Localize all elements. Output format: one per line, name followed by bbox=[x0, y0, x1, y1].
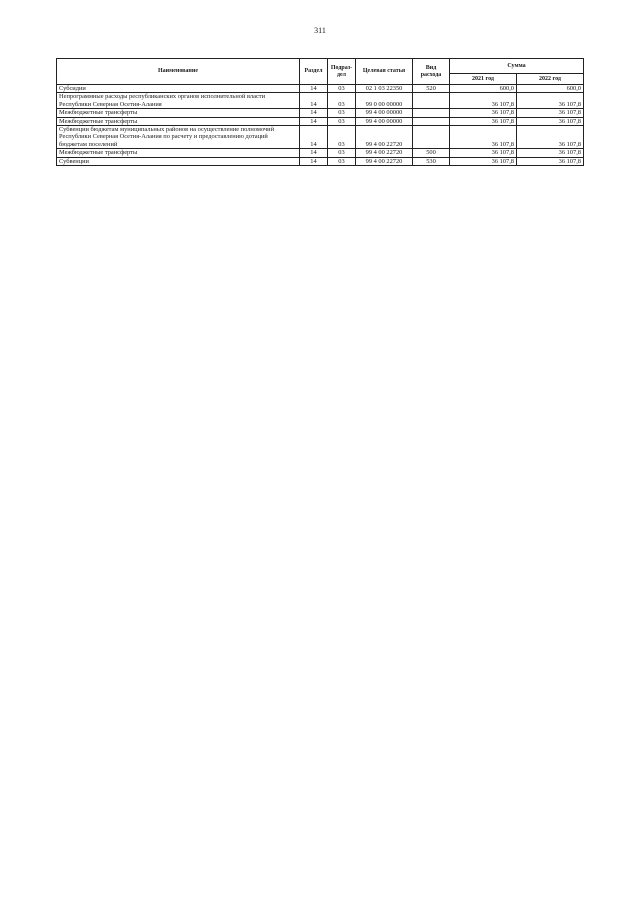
cell-2022: 36 107,8 bbox=[517, 126, 584, 149]
cell-section: 14 bbox=[300, 93, 328, 109]
cell-2021: 36 107,8 bbox=[450, 149, 517, 157]
cell-target: 99 4 00 00000 bbox=[356, 117, 413, 125]
cell-2021: 36 107,8 bbox=[450, 93, 517, 109]
cell-expense-type: 500 bbox=[413, 149, 450, 157]
cell-subsection: 03 bbox=[328, 157, 356, 165]
cell-expense-type bbox=[413, 117, 450, 125]
cell-name: Межбюджетные трансферты bbox=[57, 149, 300, 157]
cell-expense-type: 520 bbox=[413, 85, 450, 93]
cell-name: Субвенции бюджетам муниципальных районов на осуществление полномочий Республики Северная Осетия-Алания по расчету и предоставлению дотаций бюджетам поселений bbox=[57, 126, 300, 149]
cell-target: 99 4 00 00000 bbox=[356, 109, 413, 117]
cell-target: 99 4 00 22720 bbox=[356, 126, 413, 149]
header-year-2022: 2022 год bbox=[517, 74, 584, 85]
cell-2022: 600,0 bbox=[517, 85, 584, 93]
cell-2022: 36 107,8 bbox=[517, 93, 584, 109]
cell-subsection: 03 bbox=[328, 85, 356, 93]
header-section: Раздел bbox=[300, 59, 328, 85]
cell-2022: 36 107,8 bbox=[517, 157, 584, 165]
table-row bbox=[57, 85, 584, 93]
cell-expense-type bbox=[413, 126, 450, 149]
cell-section: 14 bbox=[300, 157, 328, 165]
cell-expense-type: 530 bbox=[413, 157, 450, 165]
cell-2022: 36 107,8 bbox=[517, 117, 584, 125]
cell-name: Субвенции bbox=[57, 157, 300, 165]
cell-expense-type bbox=[413, 93, 450, 109]
cell-subsection: 03 bbox=[328, 149, 356, 157]
cell-subsection: 03 bbox=[328, 126, 356, 149]
cell-section: 14 bbox=[300, 85, 328, 93]
header-name: Наименование bbox=[57, 59, 300, 85]
header-sum: Сумма bbox=[450, 59, 584, 74]
cell-expense-type bbox=[413, 109, 450, 117]
cell-2021: 36 107,8 bbox=[450, 109, 517, 117]
cell-name: Субсидии bbox=[57, 85, 300, 93]
cell-subsection: 03 bbox=[328, 109, 356, 117]
table-row bbox=[57, 126, 584, 149]
cell-target: 99 4 00 22720 bbox=[356, 149, 413, 157]
header-subsection: Подраз-дел bbox=[328, 59, 356, 85]
cell-target: 99 0 00 00000 bbox=[356, 93, 413, 109]
header-year-2021: 2021 год bbox=[450, 74, 517, 85]
table-row bbox=[57, 117, 584, 125]
cell-subsection: 03 bbox=[328, 93, 356, 109]
budget-table bbox=[56, 58, 584, 166]
cell-2021: 36 107,8 bbox=[450, 117, 517, 125]
cell-2021: 36 107,8 bbox=[450, 157, 517, 165]
cell-name: Межбюджетные трансферты bbox=[57, 109, 300, 117]
table-row bbox=[57, 109, 584, 117]
cell-section: 14 bbox=[300, 149, 328, 157]
cell-target: 02 1 03 22350 bbox=[356, 85, 413, 93]
cell-name: Межбюджетные трансферты bbox=[57, 117, 300, 125]
cell-section: 14 bbox=[300, 126, 328, 149]
page-number: 311 bbox=[314, 26, 326, 35]
cell-2022: 36 107,8 bbox=[517, 109, 584, 117]
cell-subsection: 03 bbox=[328, 117, 356, 125]
header-expense-type: Вид расхода bbox=[413, 59, 450, 85]
table-row bbox=[57, 93, 584, 109]
cell-2021: 36 107,8 bbox=[450, 126, 517, 149]
cell-name: Непрограммные расходы республиканских органов исполнительной власти Республики Северная Осетия-Алания bbox=[57, 93, 300, 109]
cell-section: 14 bbox=[300, 109, 328, 117]
table-row bbox=[57, 149, 584, 157]
cell-target: 99 4 00 22720 bbox=[356, 157, 413, 165]
cell-2021: 600,0 bbox=[450, 85, 517, 93]
header-target: Целевая статья bbox=[356, 59, 413, 85]
table-row bbox=[57, 157, 584, 165]
cell-section: 14 bbox=[300, 117, 328, 125]
cell-2022: 36 107,8 bbox=[517, 149, 584, 157]
